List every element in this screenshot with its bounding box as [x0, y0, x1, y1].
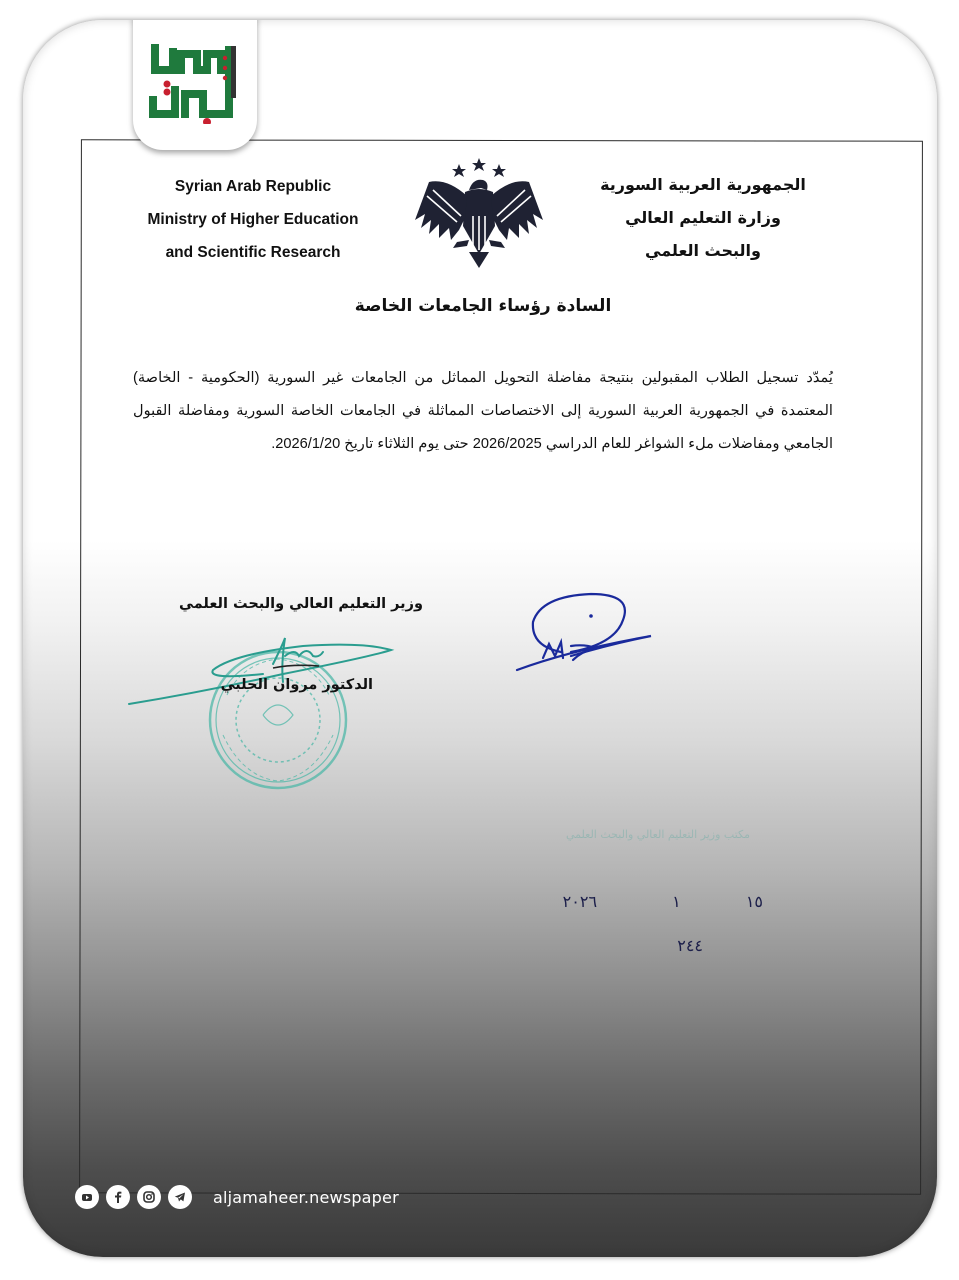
letterhead-en-line: Syrian Arab Republic — [174, 178, 332, 195]
letterhead-ar-line: والبحث العلمي — [645, 241, 761, 260]
telegram-icon[interactable] — [168, 1185, 192, 1209]
social-handle[interactable]: aljamaheer.newspaper — [213, 1187, 399, 1207]
document-card — [23, 20, 937, 1257]
signatory-title: وزير التعليم العالي والبحث العلمي — [179, 596, 423, 612]
letterhead-english — [133, 170, 373, 269]
brand-logo-tab[interactable] — [133, 20, 257, 150]
letterhead-arabic — [583, 168, 823, 267]
instagram-icon[interactable] — [137, 1185, 161, 1209]
facebook-icon[interactable] — [106, 1185, 130, 1209]
letterhead-en-line: and Scientific Research — [165, 244, 341, 261]
letter-body: يُمدّد تسجيل الطلاب المقبولين بنتيجة مفاضلة التحويل المماثل من الجامعات غير السورية (الحكومية - الخاصة) المعتمدة في الجمهورية العربية السورية إلى الاختصاصات المماثلة في الجامعات الخاصة السورية ومفاضلة القبول الجامعي ومفاضلات ملء الشواغر للعام الدراسي 2026/2025 حتى يوم الثلاثاء تاريخ 2026/1/20. — [133, 370, 833, 452]
letter-addressee: السادة رؤساء الجامعات الخاصة — [354, 296, 612, 316]
registrar-signature-icon — [511, 586, 671, 676]
youtube-icon[interactable] — [75, 1185, 99, 1209]
letterhead-ar-line: وزارة التعليم العالي — [625, 208, 781, 227]
footer-social-bar — [75, 1182, 399, 1212]
letterhead-en-line: Ministry of Higher Education — [147, 211, 359, 228]
minister-signature-icon — [123, 634, 403, 714]
jamaheer-logo-icon — [145, 40, 245, 124]
registry-date-day: ١٥ — [745, 892, 763, 911]
signatory-name: الدكتور مروان الحلبي — [220, 677, 373, 693]
registry-date — [523, 892, 763, 911]
registry-date-year: ٢٠٢٦ — [562, 892, 598, 911]
registry-date-month: ١ — [672, 892, 681, 911]
letterhead-ar-line: الجمهورية العربية السورية — [600, 175, 806, 194]
syrian-eagle-emblem-icon — [407, 156, 551, 268]
registry-number: ٢٤٤ — [677, 936, 703, 955]
registry-stamp-header: مكتب وزير التعليم العالي والبحث العلمي — [565, 828, 751, 841]
